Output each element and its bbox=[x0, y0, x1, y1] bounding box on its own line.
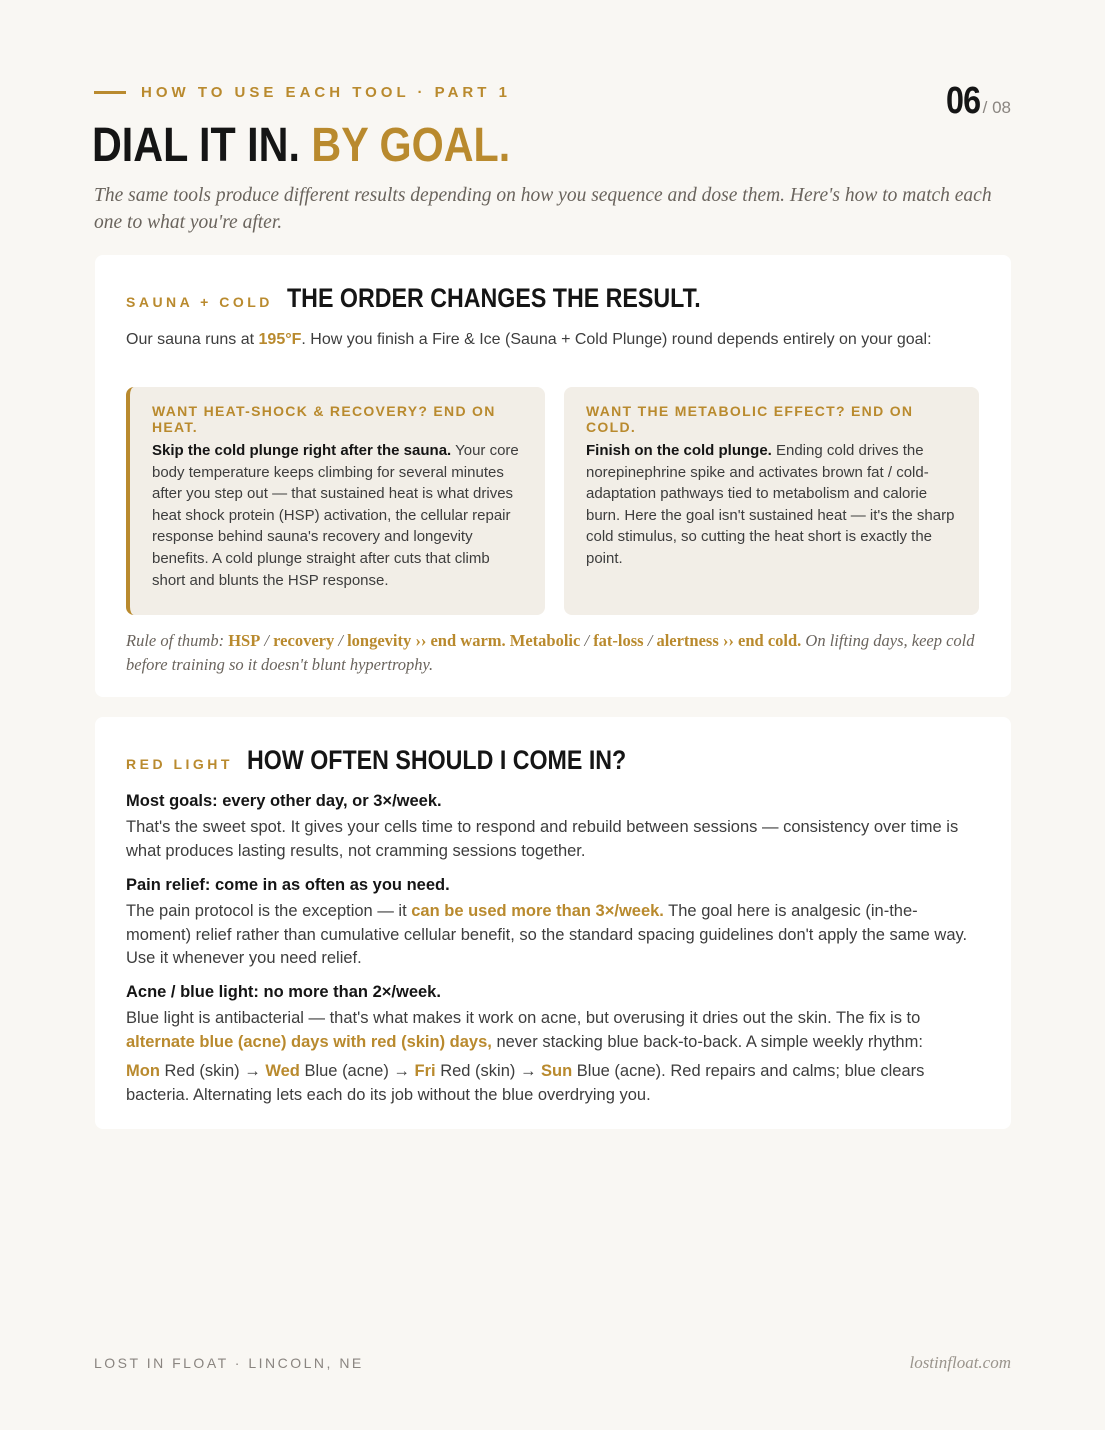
acne-text-a: Blue light is antibacterial — that's what makes it work on acne, but overusing it dries out the skin. The fix is to bbox=[126, 1009, 921, 1027]
acne-block bbox=[126, 981, 981, 1107]
eyebrow-text: HOW TO USE EACH TOOL · PART 1 bbox=[141, 84, 511, 101]
rhythm-text: Blue (acne) → bbox=[299, 1062, 415, 1080]
page-title bbox=[92, 118, 510, 173]
rule-of-thumb bbox=[126, 629, 976, 677]
cold-box-text: Ending cold drives the norepinephrine spike and activates brown fat / cold-adaptation pathways tied to metabolism and calorie burn. Here the goal isn't sustained heat — it's the sharp cold stimulus, so cutting the heat short is exactly the point. bbox=[586, 442, 955, 567]
pain-body bbox=[126, 900, 981, 971]
most-goals-heading: Most goals: every other day, or 3×/week. bbox=[126, 792, 442, 810]
title-main: DIAL IT IN. bbox=[92, 119, 300, 172]
rule-hsp: HSP bbox=[228, 631, 261, 650]
rule-recovery: recovery bbox=[273, 631, 335, 650]
rule-alertness: alertness bbox=[656, 631, 719, 650]
sauna-cold-card bbox=[95, 255, 1011, 697]
acne-text-b: never stacking blue back-to-back. A simple weekly rhythm: bbox=[491, 1032, 923, 1051]
rhythm-text: Red (skin) → bbox=[159, 1062, 266, 1080]
day-mon: Mon bbox=[126, 1062, 160, 1080]
rule-longevity: longevity bbox=[347, 631, 412, 650]
heat-box-text: Your core body temperature keeps climbing for several minutes after you step out — that sustained heat is what drives heat shock protein (HSP) activation, the cellular repair response behind sauna's recovery and longevity benefits. A cold plunge straight after cuts that climb short and blunts the HSP response. bbox=[152, 442, 519, 589]
lead-text-b: . How you finish a Fire & Ice (Sauna + Cold Plunge) round depends entirely on your goal: bbox=[301, 331, 932, 348]
lead-text-a: Our sauna runs at bbox=[126, 331, 259, 348]
acne-heading: Acne / blue light: no more than 2×/week. bbox=[126, 983, 441, 1001]
rule-sep: / bbox=[643, 631, 657, 650]
heat-box-body bbox=[152, 440, 525, 591]
section-title: HOW OFTEN SHOULD I COME IN? bbox=[246, 745, 627, 775]
rule-sep: / bbox=[260, 631, 274, 650]
most-goals-block bbox=[126, 790, 981, 863]
section-label: SAUNA + COLD bbox=[126, 294, 273, 310]
heat-box-heading: WANT HEAT-SHOCK & RECOVERY? END ON HEAT. bbox=[152, 403, 496, 435]
rule-arrow: ›› bbox=[718, 631, 739, 650]
rhythm-text: Blue (acne). Red repairs and calms; blue clears bacteria. Alternating lets each do its job without the blue overdrying you. bbox=[126, 1062, 925, 1104]
eyebrow-rule bbox=[94, 91, 126, 94]
acne-highlight: alternate blue (acne) days with red (skin) days, bbox=[126, 1032, 492, 1051]
acne-body bbox=[126, 1007, 981, 1054]
sauna-cold-header bbox=[126, 283, 768, 314]
rule-metabolic: Metabolic bbox=[509, 631, 581, 650]
cold-box-body bbox=[586, 440, 959, 570]
pain-block bbox=[126, 874, 981, 971]
page-current: 06 bbox=[946, 80, 981, 122]
pain-heading: Pain relief: come in as often as you need. bbox=[126, 876, 450, 894]
footer-brand: LOST IN FLOAT · LINCOLN, NE bbox=[94, 1355, 364, 1371]
rule-suffix: On lifting days, keep cold before training so it doesn't blunt hypertrophy. bbox=[126, 631, 975, 674]
rule-sep: / bbox=[580, 631, 594, 650]
day-fri: Fri bbox=[414, 1062, 436, 1080]
rhythm-text: Red (skin) → bbox=[435, 1062, 542, 1080]
section-label: RED LIGHT bbox=[126, 756, 233, 772]
red-light-card bbox=[95, 717, 1011, 1129]
page-number bbox=[940, 80, 1011, 123]
heat-box-bold: Skip the cold plunge right after the sauna. bbox=[152, 442, 452, 459]
cold-box bbox=[564, 387, 979, 615]
weekly-rhythm bbox=[126, 1060, 981, 1107]
rule-arrow: ›› bbox=[411, 631, 431, 650]
section-title: THE ORDER CHANGES THE RESULT. bbox=[286, 283, 701, 313]
sauna-lead bbox=[126, 328, 971, 351]
rule-end-cold: end cold. bbox=[738, 631, 802, 650]
pain-highlight: can be used more than 3×/week. bbox=[411, 902, 664, 920]
most-goals-body: That's the sweet spot. It gives your cells time to respond and rebuild between sessions — consistency over time is what produces lasting results, not cramming sessions together. bbox=[126, 818, 959, 860]
pain-text-b: The goal here is analgesic (in-the-moment) relief rather than cumulative cellular benefit, so the standard spacing guidelines don't apply the same way. Use it whenever you need relief. bbox=[126, 902, 968, 967]
day-wed: Wed bbox=[265, 1062, 300, 1080]
rule-sep: / bbox=[334, 631, 348, 650]
cold-box-heading: WANT THE METABOLIC EFFECT? END ON COLD. bbox=[586, 403, 914, 435]
cold-box-bold: Finish on the cold plunge. bbox=[586, 442, 772, 459]
day-sun: Sun bbox=[541, 1062, 573, 1080]
rule-prefix: Rule of thumb: bbox=[126, 631, 229, 650]
title-accent: BY GOAL. bbox=[311, 119, 511, 172]
sauna-temp: 195°F bbox=[258, 331, 302, 348]
footer-website: lostinfloat.com bbox=[909, 1353, 1011, 1372]
heat-box bbox=[126, 387, 545, 615]
eyebrow bbox=[94, 84, 511, 101]
intro-text: The same tools produce different results depending on how you sequence and dose them. Here's how to match each one to what you're after. bbox=[94, 185, 992, 233]
red-light-header bbox=[126, 745, 688, 776]
page-total: / 08 bbox=[982, 98, 1011, 117]
pain-text-a: The pain protocol is the exception — it bbox=[126, 902, 412, 920]
rule-fatloss: fat-loss bbox=[593, 631, 644, 650]
rule-end-warm: end warm. bbox=[430, 631, 506, 650]
